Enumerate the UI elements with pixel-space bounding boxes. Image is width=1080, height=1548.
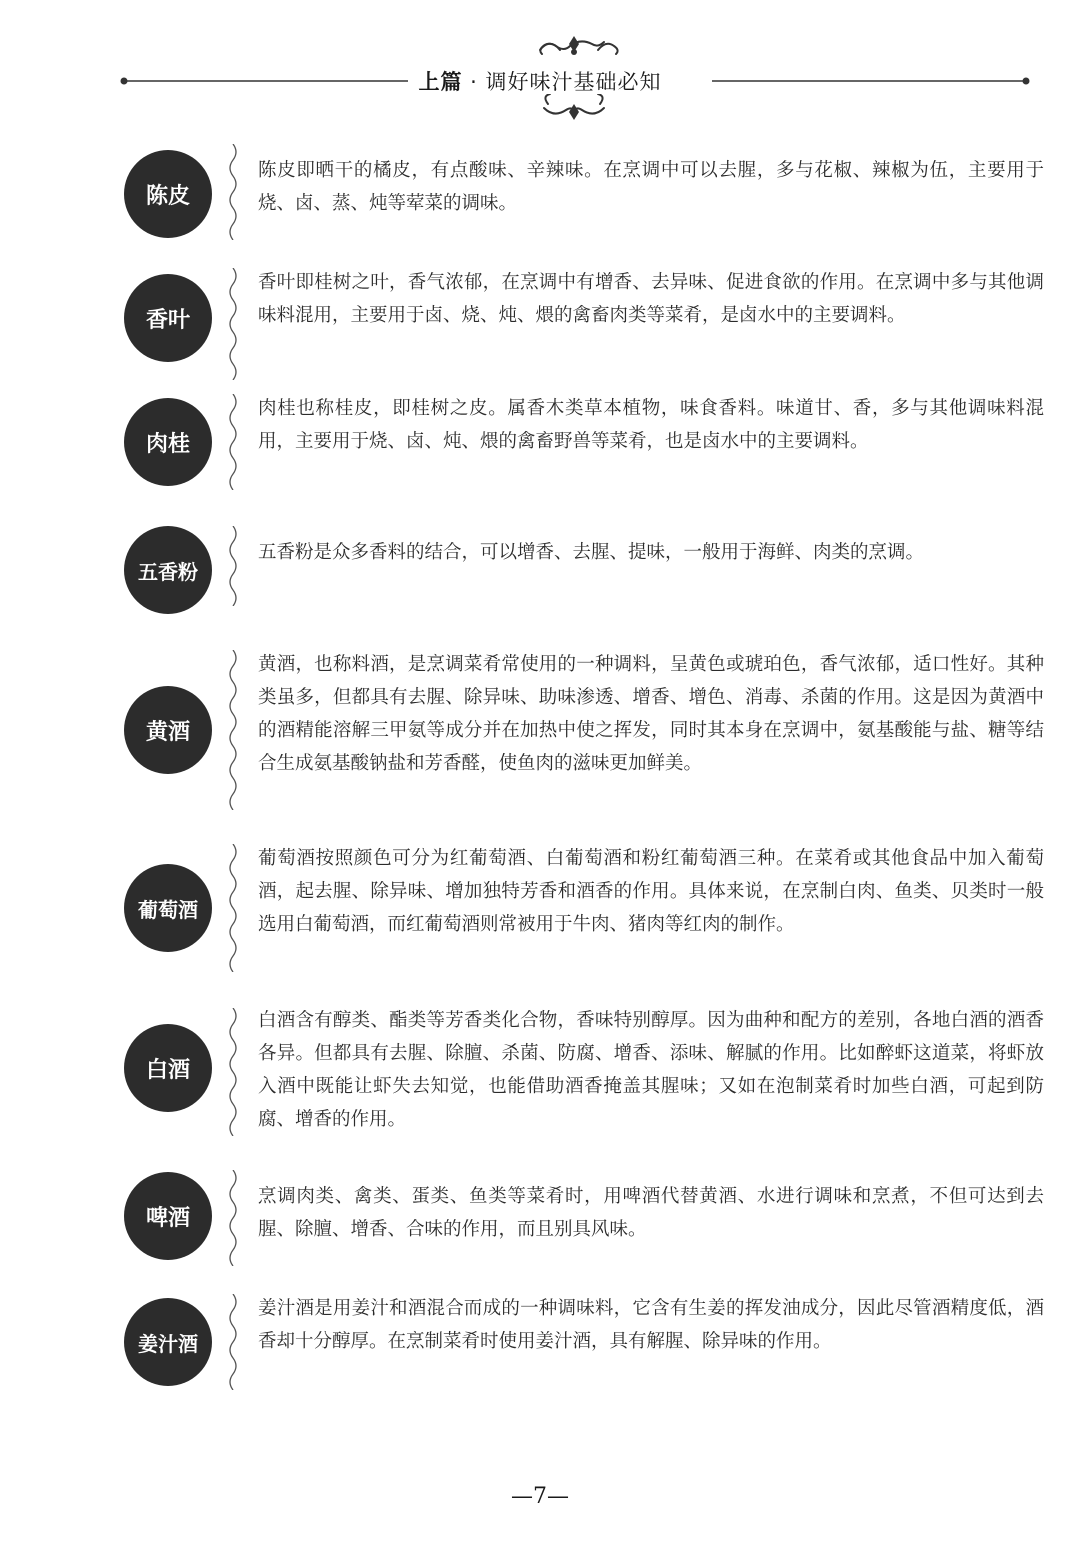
entry-badge: 陈皮 — [124, 150, 212, 238]
header-chapter-title: 调好味汁基础必知 — [485, 70, 662, 94]
header-section: 上篇 — [418, 70, 463, 94]
entry-description: 五香粉是众多香料的结合，可以增香、去腥、提味，一般用于海鲜、肉类的烹调。 — [258, 542, 925, 563]
entry-badge: 啤酒 — [124, 1172, 212, 1260]
wavy-divider — [226, 144, 240, 240]
wavy-divider — [226, 268, 240, 380]
wavy-divider — [226, 650, 240, 810]
entry-description: 葡萄酒按照颜色可分为红葡萄酒、白葡萄酒和粉红葡萄酒三种。在菜肴或其他食品中加入葡萄酒，起去腥、除异味、增加独特芳香和酒香的作用。具体来说，在烹制白肉、鱼类、贝类时一般选用白葡萄酒，而红葡萄酒则常被用于牛肉、猪肉等红肉的制作。 — [258, 848, 1044, 935]
entry-badge: 白酒 — [124, 1024, 212, 1112]
entry-badge: 五香粉 — [124, 526, 212, 614]
entry-badge: 葡萄酒 — [124, 864, 212, 952]
entry-description: 黄酒，也称料酒，是烹调菜肴常使用的一种调料，呈黄色或琥珀色，香气浓郁，适口性好。其种类虽多，但都具有去腥、除异味、助味渗透、增香、增色、消毒、杀菌的作用。这是因为黄酒中的酒精能溶解三甲氨等成分并在加热中使之挥发，同时其本身在烹调中，氨基酸能与盐、糖等结合生成氨基酸钠盐和芳香醛，使鱼肉的滋味更加鲜美。 — [258, 654, 1044, 774]
entry-badge: 姜汁酒 — [124, 1298, 212, 1386]
wavy-divider — [226, 394, 240, 490]
wavy-divider — [226, 1008, 240, 1136]
entry-description: 陈皮即晒干的橘皮，有点酸味、辛辣味。在烹调中可以去腥，多与花椒、辣椒为伍，主要用于烧、卤、蒸、炖等荤菜的调味。 — [258, 160, 1044, 214]
entry-badge: 香叶 — [124, 274, 212, 362]
entry-description: 白酒含有醇类、酯类等芳香类化合物，香味特别醇厚。因为曲种和配方的差别，各地白酒的酒香各异。但都具有去腥、除膻、杀菌、防腐、增香、添味、解腻的作用。比如醉虾这道菜，将虾放入酒中既能让虾失去知觉，也能借助酒香掩盖其腥味；又如在泡制菜肴时加些白酒，可起到防腐、增香的作用。 — [258, 1010, 1044, 1130]
wavy-divider — [226, 526, 240, 606]
running-header — [0, 0, 1080, 140]
header-title — [0, 66, 1080, 96]
entry-description: 肉桂也称桂皮，即桂树之皮。属香木类草本植物，味食香料。味道甘、香，多与其他调味料混用，主要用于烧、卤、炖、煨的禽畜野兽等菜肴，也是卤水中的主要调料。 — [258, 398, 1044, 452]
header-separator: · — [470, 70, 478, 94]
entry-description: 香叶即桂树之叶，香气浓郁，在烹调中有增香、去异味、促进食欲的作用。在烹调中多与其他调味料混用，主要用于卤、烧、炖、煨的禽畜肉类等菜肴，是卤水中的主要调料。 — [258, 272, 1044, 326]
entry-badge: 肉桂 — [124, 398, 212, 486]
entry-description: 烹调肉类、禽类、蛋类、鱼类等菜肴时，用啤酒代替黄酒、水进行调味和烹煮，不但可达到去腥、除膻、增香、合味的作用，而且别具风味。 — [258, 1186, 1044, 1240]
wavy-divider — [226, 1294, 240, 1390]
wavy-divider — [226, 844, 240, 972]
entry-description: 姜汁酒是用姜汁和酒混合而成的一种调味料，它含有生姜的挥发油成分，因此尽管酒精度低，酒香却十分醇厚。在烹制菜肴时使用姜汁酒，具有解腥、除异味的作用。 — [258, 1298, 1044, 1352]
wavy-divider — [226, 1170, 240, 1266]
page-number: —7— — [511, 1484, 569, 1509]
entry-badge: 黄酒 — [124, 686, 212, 774]
